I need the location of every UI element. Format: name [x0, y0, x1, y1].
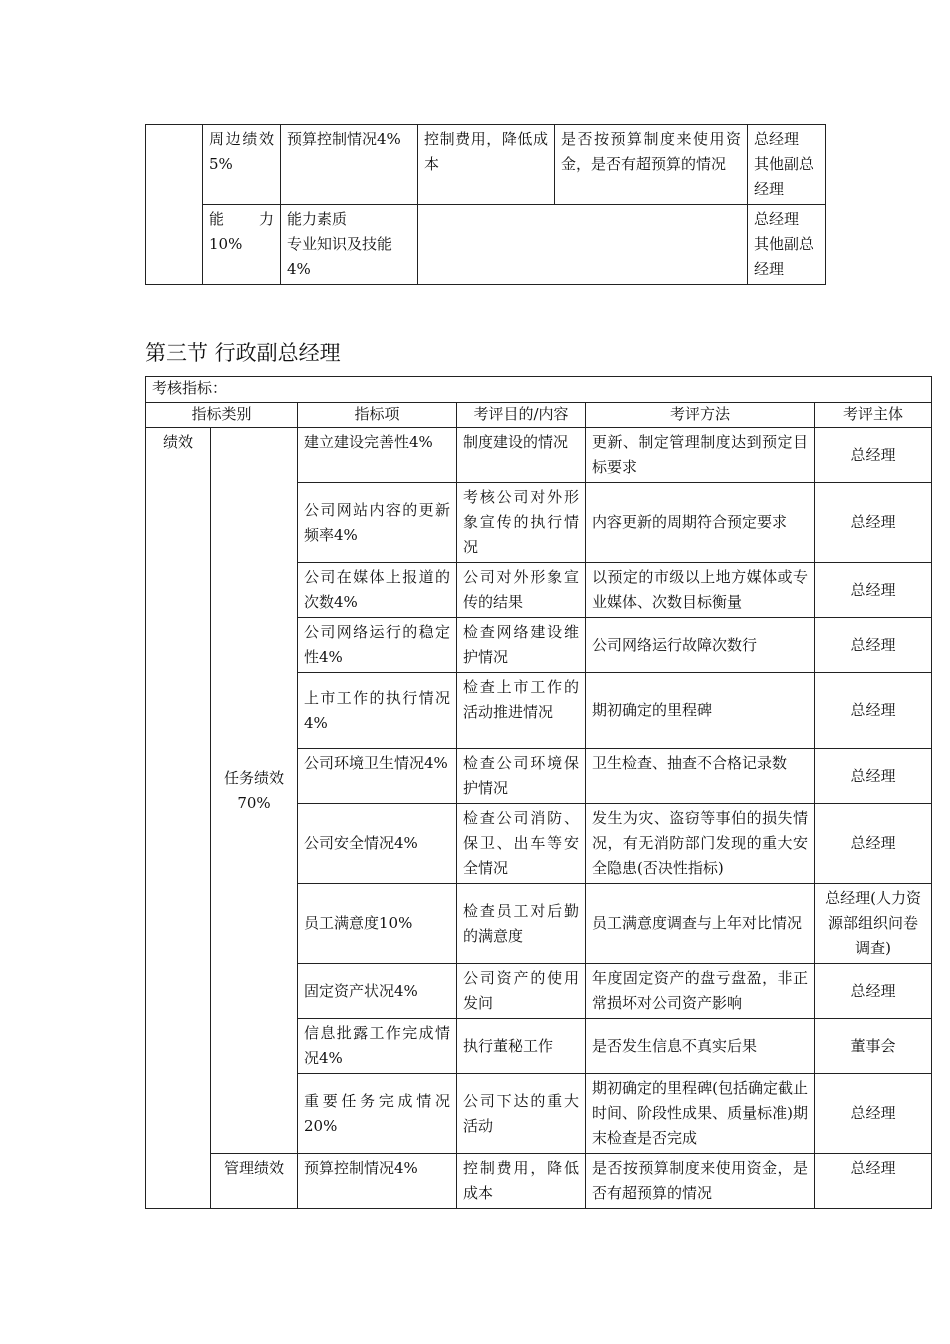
table-caption: 考核指标：	[146, 377, 932, 403]
top-empty-cell	[418, 205, 748, 285]
item-cell: 固定资产状况4%	[298, 964, 457, 1019]
subject-cell: 总经理	[815, 749, 932, 804]
top-item-cell: 能力素质 专业知识及技能4%	[281, 205, 418, 285]
subject-cell: 总经理(人力资源部组织问卷调查)	[815, 884, 932, 964]
item-cell: 上市工作的执行情况4%	[298, 673, 457, 749]
purpose-cell: 公司对外形象宣传的结果	[457, 563, 586, 618]
purpose-cell: 检查员工对后勤的满意度	[457, 884, 586, 964]
top-item-cell: 预算控制情况4%	[281, 125, 418, 205]
subject-cell: 总经理	[815, 964, 932, 1019]
item-cell: 公司在媒体上报道的次数4%	[298, 563, 457, 618]
top-category-cell: 能 力10%	[203, 205, 281, 285]
header-method: 考评方法	[586, 403, 815, 428]
purpose-cell: 公司资产的使用发问	[457, 964, 586, 1019]
method-cell: 员工满意度调查与上年对比情况	[586, 884, 815, 964]
item-cell: 建立建设完善性4%	[298, 428, 457, 483]
top-subject-cell: 总经理 其他副总经理	[748, 205, 826, 285]
method-cell: 卫生检查、抽查不合格记录数	[586, 749, 815, 804]
mgmt-label-cell: 管理绩效	[211, 1154, 298, 1209]
subject-cell: 总经理	[815, 1074, 932, 1154]
table-row	[146, 125, 826, 205]
purpose-cell: 制度建设的情况	[457, 428, 586, 483]
subject-cell: 总经理	[815, 563, 932, 618]
item-cell: 公司网络运行的稳定性4%	[298, 618, 457, 673]
section-title: 第三节 行政副总经理	[145, 341, 341, 365]
item-cell: 员工满意度10%	[298, 884, 457, 964]
subject-cell: 总经理	[815, 673, 932, 749]
purpose-cell: 检查网络建设维护情况	[457, 618, 586, 673]
purpose-cell: 检查公司消防、保卫、出车等安全情况	[457, 804, 586, 884]
method-cell: 发生为灾、盗窃等事伯的损失情况，有无消防部门发现的重大安全隐患(否决性指标)	[586, 804, 815, 884]
purpose-cell: 考核公司对外形象宣传的执行情况	[457, 483, 586, 563]
table-row	[146, 428, 932, 483]
top-subject-cell: 总经理 其他副总经理	[748, 125, 826, 205]
method-cell: 以预定的市级以上地方媒体或专业媒体、次数目标衡量	[586, 563, 815, 618]
header-item: 指标项	[298, 403, 457, 428]
purpose-cell: 公司下达的重大活动	[457, 1074, 586, 1154]
top-method-cell: 是否按预算制度来使用资金，是否有超预算的情况	[555, 125, 748, 205]
subject-cell: 董事会	[815, 1019, 932, 1074]
purpose-cell: 控制费用，降低成本	[457, 1154, 586, 1209]
header-purpose: 考评目的/内容	[457, 403, 586, 428]
method-cell: 是否发生信息不真实后果	[586, 1019, 815, 1074]
method-cell: 期初确定的里程碑(包括确定截止时间、阶段性成果、质量标准)期末检查是否完成	[586, 1074, 815, 1154]
group-label-cell: 绩效	[146, 428, 211, 1209]
purpose-cell: 检查公司环境保护情况	[457, 749, 586, 804]
method-cell: 内容更新的周期符合预定要求	[586, 483, 815, 563]
item-cell: 公司网站内容的更新频率4%	[298, 483, 457, 563]
table-row	[146, 205, 826, 285]
item-cell: 公司环境卫生情况4%	[298, 749, 457, 804]
subject-cell: 总经理	[815, 1154, 932, 1209]
purpose-cell: 执行董秘工作	[457, 1019, 586, 1074]
top-purpose-cell: 控制费用，降低成本	[418, 125, 555, 205]
item-cell: 重要任务完成情况20%	[298, 1074, 457, 1154]
header-subject: 考评主体	[815, 403, 932, 428]
task-label-cell: 任务绩效 70%	[211, 428, 298, 1154]
method-cell: 期初确定的里程碑	[586, 673, 815, 749]
method-cell: 年度固定资产的盘亏盘盈，非正常损坏对公司资产影响	[586, 964, 815, 1019]
main-table	[145, 376, 932, 1209]
method-cell: 更新、制定管理制度达到预定目标要求	[586, 428, 815, 483]
top-group-cell	[146, 125, 203, 285]
top-table	[145, 124, 826, 285]
subject-cell: 总经理	[815, 428, 932, 483]
method-cell: 公司网络运行故障次数行	[586, 618, 815, 673]
header-category: 指标类别	[146, 403, 298, 428]
table-caption-row	[146, 377, 932, 403]
method-cell: 是否按预算制度来使用资金，是否有超预算的情况	[586, 1154, 815, 1209]
subject-cell: 总经理	[815, 483, 932, 563]
purpose-cell: 检查上市工作的活动推进情况	[457, 673, 586, 749]
item-cell: 公司安全情况4%	[298, 804, 457, 884]
table-row	[146, 1154, 932, 1209]
subject-cell: 总经理	[815, 804, 932, 884]
subject-cell: 总经理	[815, 618, 932, 673]
table-header-row	[146, 403, 932, 428]
item-cell: 预算控制情况4%	[298, 1154, 457, 1209]
top-category-cell: 周边绩效5%	[203, 125, 281, 205]
item-cell: 信息批露工作完成情况4%	[298, 1019, 457, 1074]
